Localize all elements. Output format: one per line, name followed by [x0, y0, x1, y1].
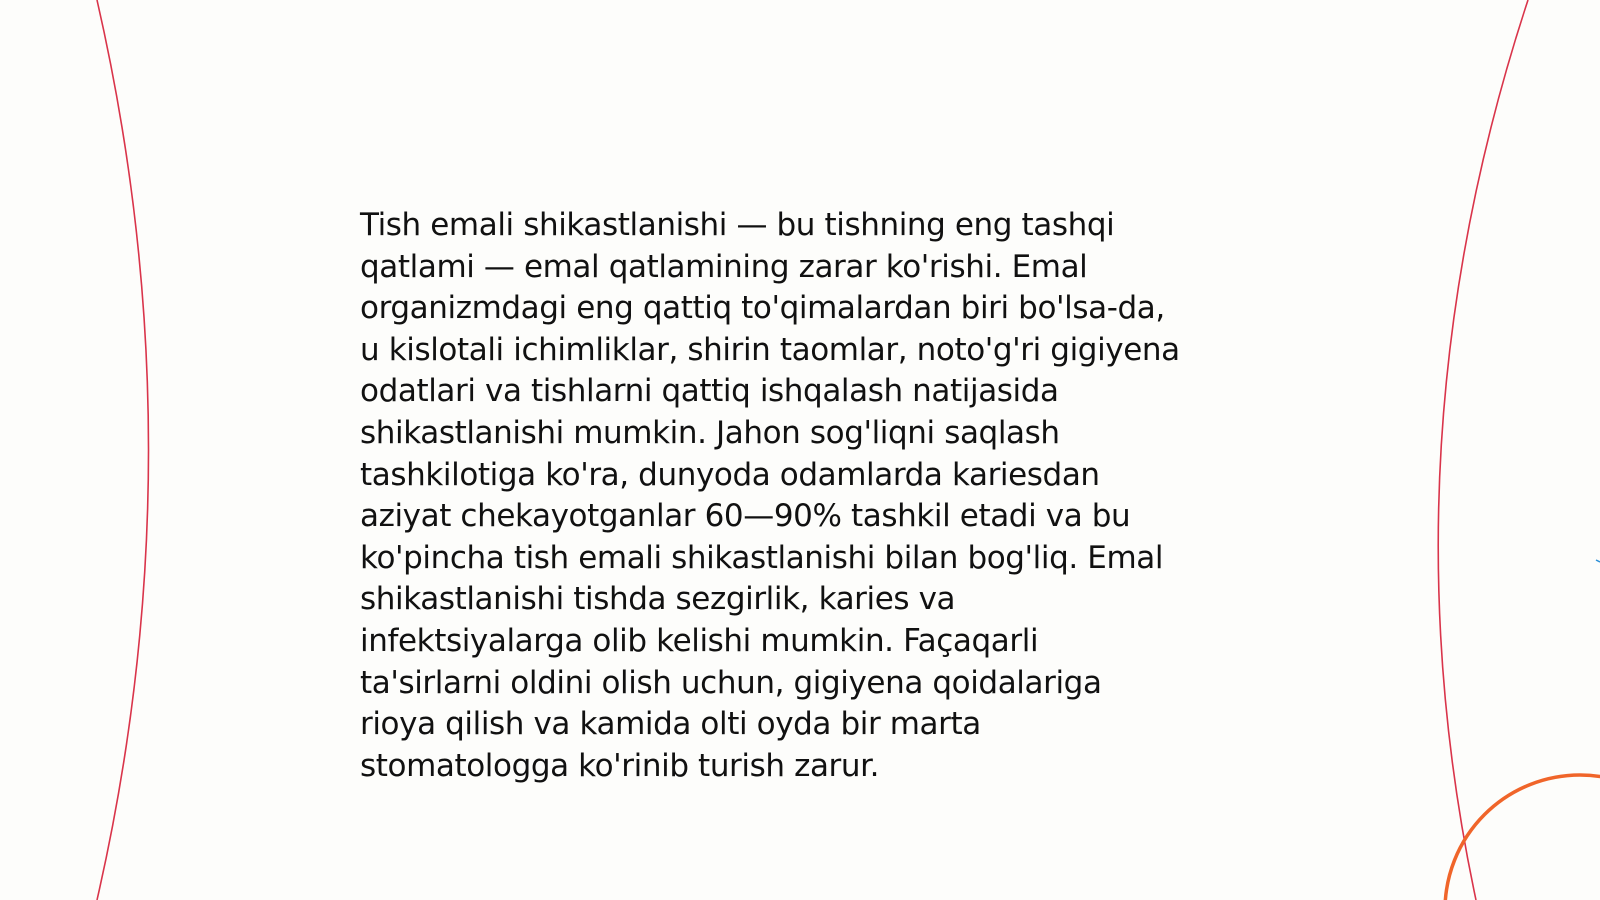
body-line: tashkilotiga ko'ra, dunyoda odamlarda kariesdan — [360, 456, 1100, 493]
small-blue-tick — [1596, 560, 1600, 562]
body-line: u kislotali ichimliklar, shirin taomlar, noto'g'ri gigiyena — [360, 331, 1180, 368]
body-line: Tish emali shikastlanishi — bu tishning eng tashqi — [360, 207, 1115, 243]
body-paragraph — [360, 205, 1240, 787]
body-line: aziyat chekayotganlar 60—90% tashkil etadi va bu — [360, 498, 1131, 535]
body-line: shikastlanishi mumkin. Jahon sog'liqni saqlash — [360, 414, 1060, 451]
orange-circle-outline — [1445, 775, 1600, 900]
body-line: ta'sirlarni oldini olish uchun, gigiyena qoidalariga — [360, 664, 1102, 701]
body-line: odatlari va tishlarni qattiq ishqalash natijasida — [360, 373, 1059, 410]
right-curve-line — [1438, 0, 1528, 900]
body-line: organizmdagi eng qattiq to'qimalardan biri bo'lsa-da, — [360, 290, 1165, 327]
body-line: ko'pincha tish emali shikastlanishi bilan bog'liq. Emal — [360, 539, 1164, 576]
body-line: rioya qilish va kamida olti oyda bir marta — [360, 706, 981, 743]
body-line: qatlami — emal qatlamining zarar ko'rishi. Emal — [360, 248, 1088, 285]
body-line: shikastlanishi tishda sezgirlik, karies va — [360, 581, 956, 618]
body-line: stomatologga ko'rinib turish zarur. — [360, 747, 880, 784]
body-line: infektsiyalarga olib kelishi mumkin. Façaqarli — [360, 622, 1039, 659]
left-curve-line — [97, 0, 149, 900]
